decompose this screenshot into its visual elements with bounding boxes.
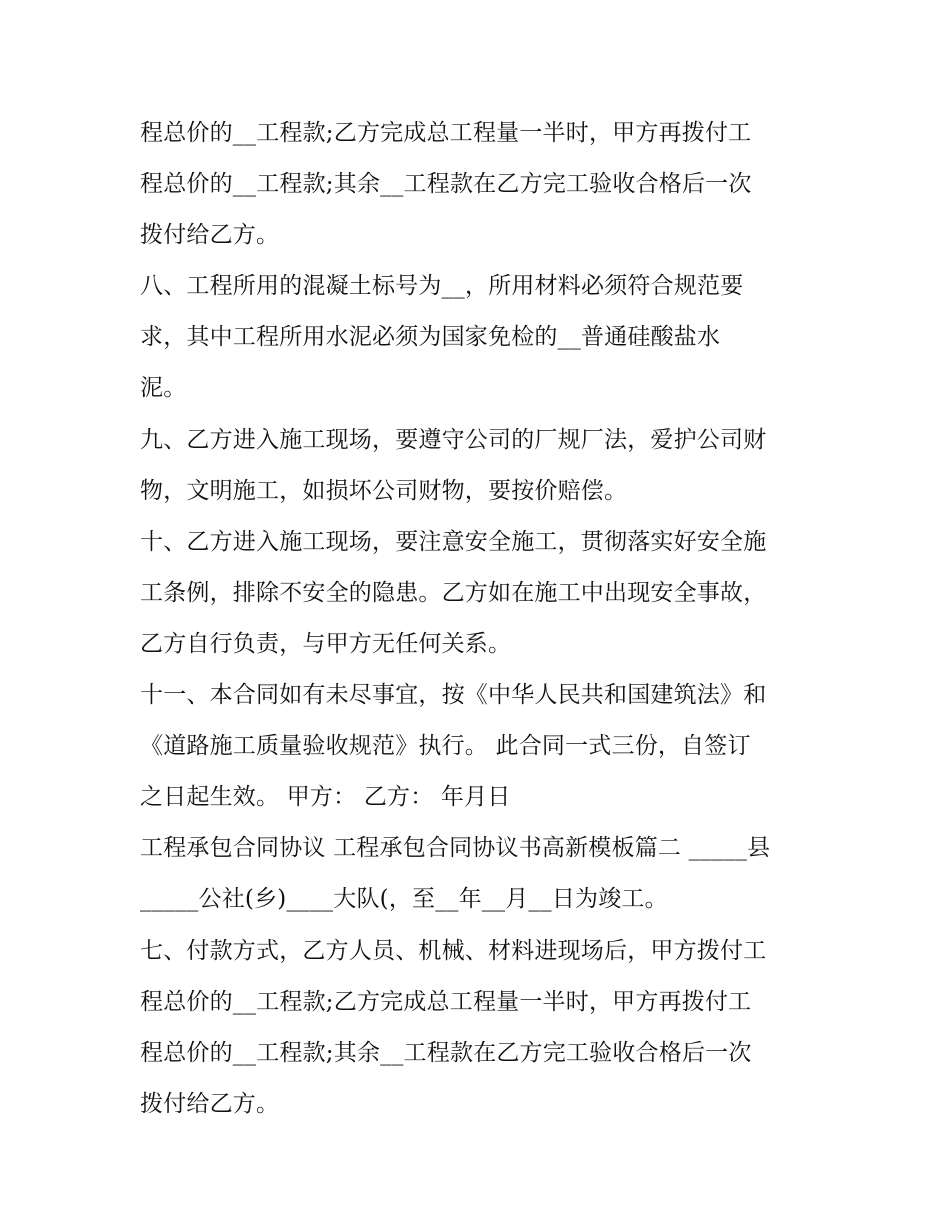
text-line: 物，文明施工，如损坏公司财物，要按价赔偿。	[140, 477, 628, 504]
text-line: 十、乙方进入施工现场，要注意安全施工，贯彻落实好安全施	[140, 528, 767, 555]
text-line: 求，其中工程所用水泥必须为国家免检的__普通硅酸盐水	[140, 324, 721, 351]
text-line: 泥。	[140, 375, 187, 402]
text-line: 之日起生效。 甲方： 乙方： 年月日	[140, 784, 511, 811]
text-line: 程总价的__工程款;其余__工程款在乙方完工验收合格后一次	[140, 1039, 752, 1066]
text-line: 程总价的__工程款;乙方完成总工程量一半时，甲方再拨付工	[140, 988, 752, 1015]
text-line: 八、工程所用的混凝土标号为__，所用材料必须符合规范要	[140, 273, 744, 300]
text-line: 拨付给乙方。	[140, 1090, 280, 1117]
document-body	[140, 108, 820, 1130]
text-line: 九、乙方进入施工现场，要遵守公司的厂规厂法，爱护公司财	[140, 426, 767, 453]
text-line: 乙方自行负责，与甲方无任何关系。	[140, 630, 512, 657]
text-line: 程总价的__工程款;乙方完成总工程量一半时，甲方再拨付工	[140, 120, 752, 146]
text-line: 工程承包合同协议 工程承包合同协议书高新模板篇二 _____县	[140, 835, 771, 862]
text-line: 十一、本合同如有未尽事宜，按《中华人民共和国建筑法》和	[140, 682, 767, 709]
text-line: 拨付给乙方。	[140, 222, 280, 249]
text-line: 工条例，排除不安全的隐患。乙方如在施工中出现安全事故，	[140, 579, 767, 606]
text-line: 程总价的__工程款;其余__工程款在乙方完工验收合格后一次	[140, 171, 752, 198]
text-line: _____公社(乡)____大队(，至__年__月__日为竣工。	[140, 886, 668, 913]
text-line: 《道路施工质量验收规范》执行。 此合同一式三份，自签订	[140, 733, 751, 760]
text-line: 七、付款方式，乙方人员、机械、材料进现场后，甲方拨付工	[140, 937, 767, 964]
